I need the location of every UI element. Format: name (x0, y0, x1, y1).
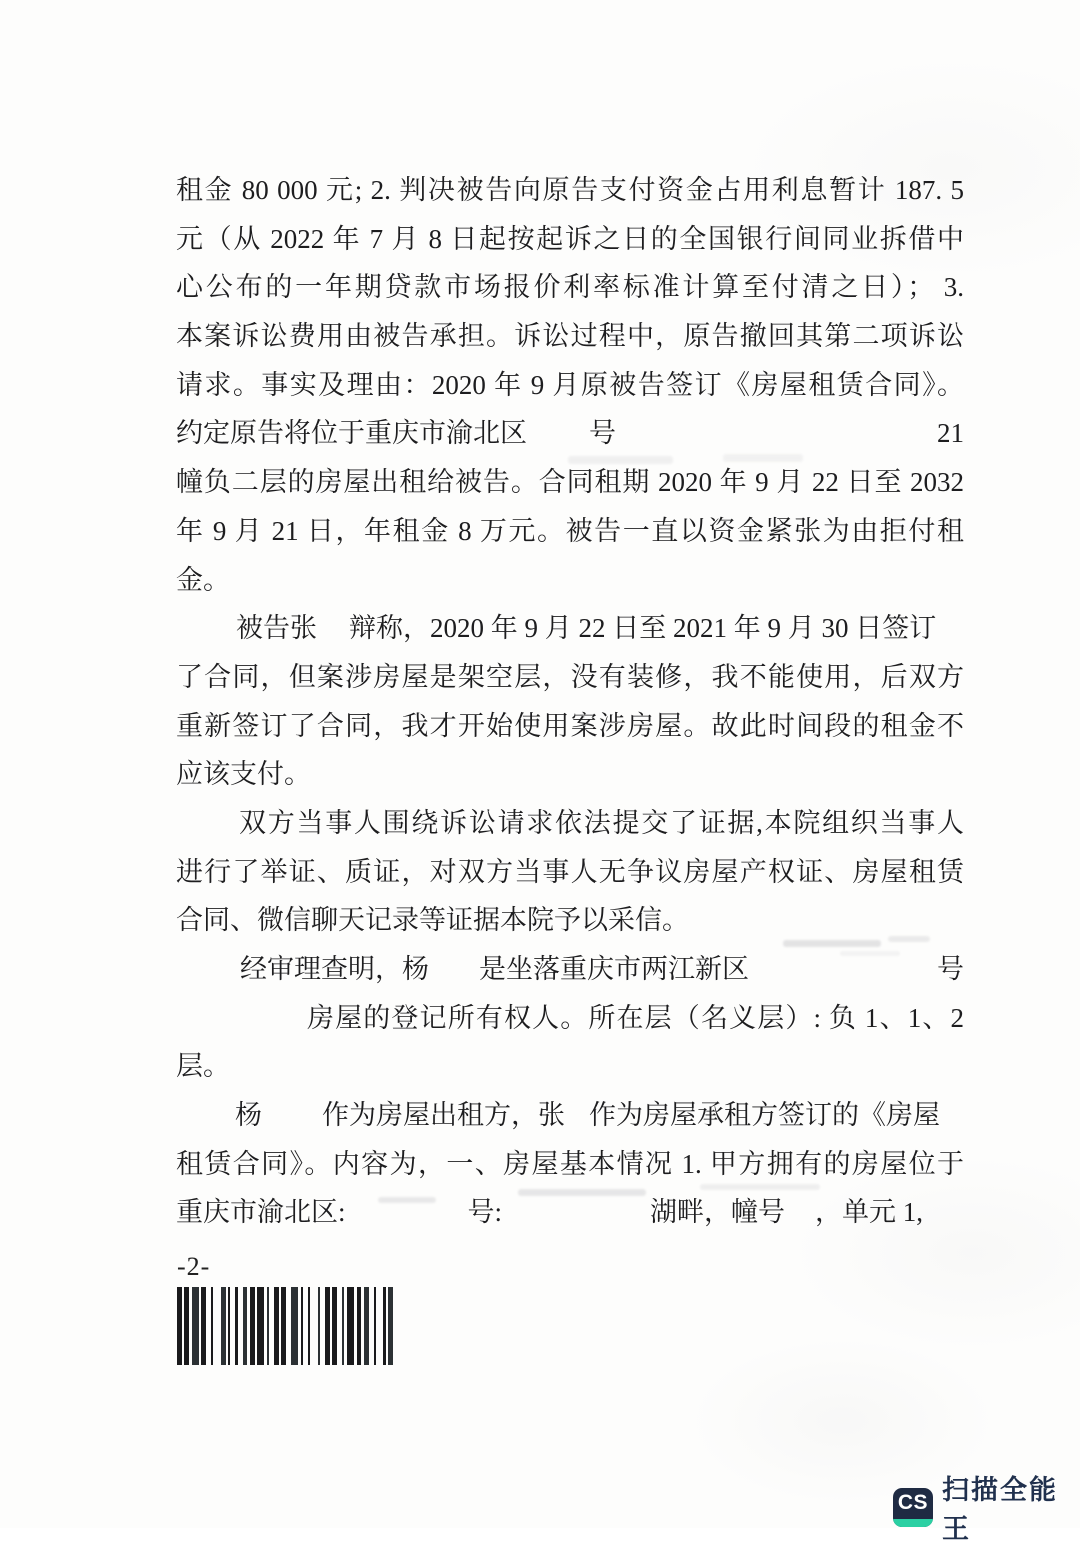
text-line (176, 166, 964, 215)
text-segment: 辩称，2020 年 9 月 22 日至 2021 年 9 月 30 日签订 (349, 613, 937, 644)
barcode-bar (388, 1287, 393, 1365)
text-segment: 重新签订了合同，我才开始使用案涉房屋。故此时间段的租金不 (176, 710, 964, 741)
barcode-space (213, 1287, 220, 1365)
text-line (176, 1140, 964, 1189)
text-line (176, 702, 964, 751)
text-line (176, 750, 964, 799)
page-number: -2- (177, 1252, 211, 1281)
redaction-smudge (840, 951, 900, 956)
text-line (176, 604, 964, 653)
barcode-bar (347, 1287, 354, 1365)
text-segment: 被告张 (236, 613, 317, 644)
text-segment: 元（从 2022 年 7 月 8 日起按起诉之日的全国银行间同业拆借中 (176, 223, 964, 254)
text-segment: 是坐落重庆市两江新区 (479, 954, 749, 984)
camscanner-icon-accent-strip (893, 1519, 933, 1527)
text-segment: 号: (467, 1197, 503, 1228)
text-segment: 杨 (235, 1100, 262, 1131)
text-line (176, 312, 964, 361)
text-line (176, 653, 964, 702)
text-segment: 幢负二层的房屋出租给被告。合同租期 2020 年 9 月 22 日至 2032 (176, 467, 964, 498)
text-segment: 租赁合同》。内容为，一、房屋基本情况 1. 甲方拥有的房屋位于 (176, 1148, 964, 1179)
text-line (176, 1042, 964, 1091)
text-segment: 作为房屋出租方，张 (322, 1100, 565, 1131)
camscanner-icon (893, 1488, 933, 1527)
text-segment: 21 (937, 418, 964, 449)
text-segment: 金。 (176, 564, 230, 595)
text-segment: 双方当事人围绕诉讼请求依法提交了证据,本院组织当事人 (239, 807, 964, 838)
redaction-smudge (568, 456, 673, 464)
redaction-smudge (723, 454, 803, 462)
text-segment: ，单元 1, (815, 1197, 924, 1228)
text-line (176, 994, 964, 1043)
text-line (176, 409, 964, 458)
text-segment: 了合同，但案涉房屋是架空层，没有装修，我不能使用，后双方 (176, 661, 964, 692)
barcode-space (310, 1287, 317, 1365)
text-segment: 应该支付。 (176, 759, 311, 790)
text-line (176, 361, 964, 410)
text-segment: 本案诉讼费用由被告承担。诉讼过程中，原告撤回其第二项诉讼 (176, 321, 964, 352)
barcode-bar (257, 1287, 264, 1365)
text-segment: 号 (937, 954, 964, 984)
barcode (177, 1287, 393, 1365)
text-line (176, 215, 964, 264)
text-line (176, 263, 964, 312)
text-line (176, 896, 964, 945)
text-line (176, 799, 964, 848)
redaction-smudge (378, 1197, 436, 1203)
text-line (176, 507, 964, 556)
camscanner-label: 扫描全能王 (941, 1475, 1058, 1544)
text-segment: 重庆市渝北区: (176, 1197, 346, 1228)
barcode-space (376, 1287, 383, 1365)
barcode-bar (291, 1287, 298, 1365)
document-text (176, 166, 964, 1237)
text-segment: 年 9 月 21 日，年租金 8 万元。被告一直以资金紧张为由拒付租 (176, 515, 964, 546)
redaction-smudge (783, 940, 881, 947)
barcode-bar (192, 1287, 199, 1365)
redaction-smudge (518, 1189, 646, 1196)
text-segment: 作为房屋承租方签订的《房屋 (589, 1100, 940, 1131)
camscanner-watermark (893, 1468, 1080, 1546)
redaction-smudge (888, 936, 930, 942)
text-segment: 号 (589, 418, 616, 449)
text-segment: 租金 80 000 元; 2. 判决被告向原告支付资金占用利息暂计 187. 5 (176, 175, 964, 205)
text-segment: 心公布的一年期贷款市场报价利率标准计算至付清之日）； 3. (176, 272, 964, 303)
text-line (176, 556, 964, 605)
text-segment: 层。 (176, 1051, 230, 1082)
text-line (176, 848, 964, 897)
text-line (176, 458, 964, 507)
text-segment: 约定原告将位于重庆市渝北区 (176, 418, 527, 449)
text-line (176, 1091, 964, 1140)
text-segment: 房屋的登记所有权人。所在层（名义层）: 负 1、1、2 (307, 1002, 964, 1033)
text-segment: 经审理查明，杨 (240, 954, 429, 984)
camscanner-icon-text: CS (897, 1491, 929, 1514)
text-segment: 进行了举证、质证，对双方当事人无争议房屋产权证、房屋租赁 (176, 856, 964, 887)
text-segment: 请求。事实及理由：2020 年 9 月原被告签订《房屋租赁合同》。 (176, 369, 964, 400)
text-segment: 湖畔，幢号 (650, 1197, 786, 1228)
text-segment: 合同、微信聊天记录等证据本院予以采信。 (176, 905, 689, 936)
redaction-smudge (700, 1184, 820, 1190)
